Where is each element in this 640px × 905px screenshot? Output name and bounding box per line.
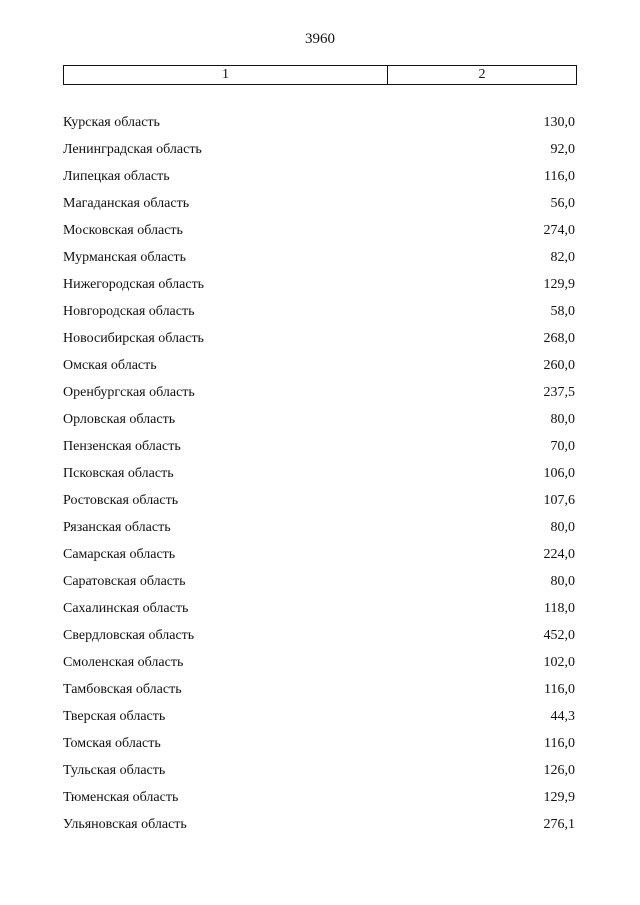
- table-row: [63, 244, 575, 271]
- table-row: [63, 730, 575, 757]
- region-value: 80,0: [550, 573, 575, 589]
- region-name: Рязанская область: [63, 519, 171, 535]
- region-name: Тверская область: [63, 708, 166, 724]
- table-row: [63, 676, 575, 703]
- table-row: [63, 541, 575, 568]
- region-value: 118,0: [544, 600, 575, 616]
- table-row: [63, 811, 575, 838]
- region-name: Ульяновская область: [63, 816, 187, 832]
- region-name: Ленинградская область: [63, 141, 202, 157]
- region-value: 274,0: [543, 222, 575, 238]
- table-row: [63, 460, 575, 487]
- region-name: Самарская область: [63, 546, 176, 562]
- column-header-1: 1: [64, 66, 388, 84]
- region-name: Московская область: [63, 222, 183, 238]
- table-row: [63, 352, 575, 379]
- column-header-table: [63, 65, 577, 85]
- region-value: 92,0: [550, 141, 575, 157]
- region-value: 102,0: [543, 654, 575, 670]
- region-value: 260,0: [543, 357, 575, 373]
- region-value: 116,0: [544, 168, 575, 184]
- region-name: Сахалинская область: [63, 600, 189, 616]
- region-name: Магаданская область: [63, 195, 190, 211]
- region-name: Новосибирская область: [63, 330, 204, 346]
- column-header-2: 2: [478, 67, 486, 82]
- table-row: [63, 325, 575, 352]
- region-name: Пензенская область: [63, 438, 181, 454]
- region-value: 268,0: [543, 330, 575, 346]
- table-row: [63, 433, 575, 460]
- region-value: 126,0: [543, 762, 575, 778]
- region-value: 106,0: [543, 465, 575, 481]
- table-row: [63, 271, 575, 298]
- region-name: Тамбовская область: [63, 681, 182, 697]
- region-name: Новгородская область: [63, 303, 195, 319]
- region-value: 224,0: [543, 546, 575, 562]
- region-name: Нижегородская область: [63, 276, 205, 292]
- table-row: [63, 379, 575, 406]
- page-number: 3960: [305, 31, 335, 47]
- table-row: [63, 298, 575, 325]
- region-value: 116,0: [544, 681, 575, 697]
- region-name: Смоленская область: [63, 654, 184, 670]
- table-row: [63, 163, 575, 190]
- region-name: Омская область: [63, 357, 157, 373]
- region-name: Орловская область: [63, 411, 176, 427]
- table-row: [63, 595, 575, 622]
- region-value: 80,0: [550, 411, 575, 427]
- region-name: Курская область: [63, 114, 160, 130]
- table-row: [63, 136, 575, 163]
- region-value: 237,5: [543, 384, 575, 400]
- table-row: [63, 406, 575, 433]
- region-name: Тульская область: [63, 762, 166, 778]
- table-row: [63, 622, 575, 649]
- region-value: 129,9: [543, 276, 575, 292]
- table-row: [63, 649, 575, 676]
- region-value: 80,0: [550, 519, 575, 535]
- region-name: Оренбургская область: [63, 384, 195, 400]
- region-value: 70,0: [550, 438, 575, 454]
- table-row: [63, 757, 575, 784]
- table-row: [63, 190, 575, 217]
- table-row: [63, 784, 575, 811]
- region-value: 276,1: [543, 816, 575, 832]
- region-name: Томская область: [63, 735, 161, 751]
- region-value: 130,0: [543, 114, 575, 130]
- region-name: Ростовская область: [63, 492, 179, 508]
- region-name: Мурманская область: [63, 249, 187, 265]
- table-row: [63, 568, 575, 595]
- region-value: 56,0: [550, 195, 575, 211]
- region-value: 452,0: [543, 627, 575, 643]
- region-list: [63, 109, 575, 838]
- table-row: [63, 514, 575, 541]
- region-name: Псковская область: [63, 465, 174, 481]
- region-value: 107,6: [543, 492, 575, 508]
- region-name: Тюменская область: [63, 789, 179, 805]
- table-row: [63, 487, 575, 514]
- table-row: [63, 109, 575, 136]
- region-value: 44,3: [550, 708, 575, 724]
- region-name: Липецкая область: [63, 168, 170, 184]
- region-name: Свердловская область: [63, 627, 195, 643]
- region-name: Саратовская область: [63, 573, 186, 589]
- region-value: 116,0: [544, 735, 575, 751]
- region-value: 58,0: [550, 303, 575, 319]
- table-row: [63, 703, 575, 730]
- table-row: [63, 217, 575, 244]
- region-value: 82,0: [550, 249, 575, 265]
- region-value: 129,9: [543, 789, 575, 805]
